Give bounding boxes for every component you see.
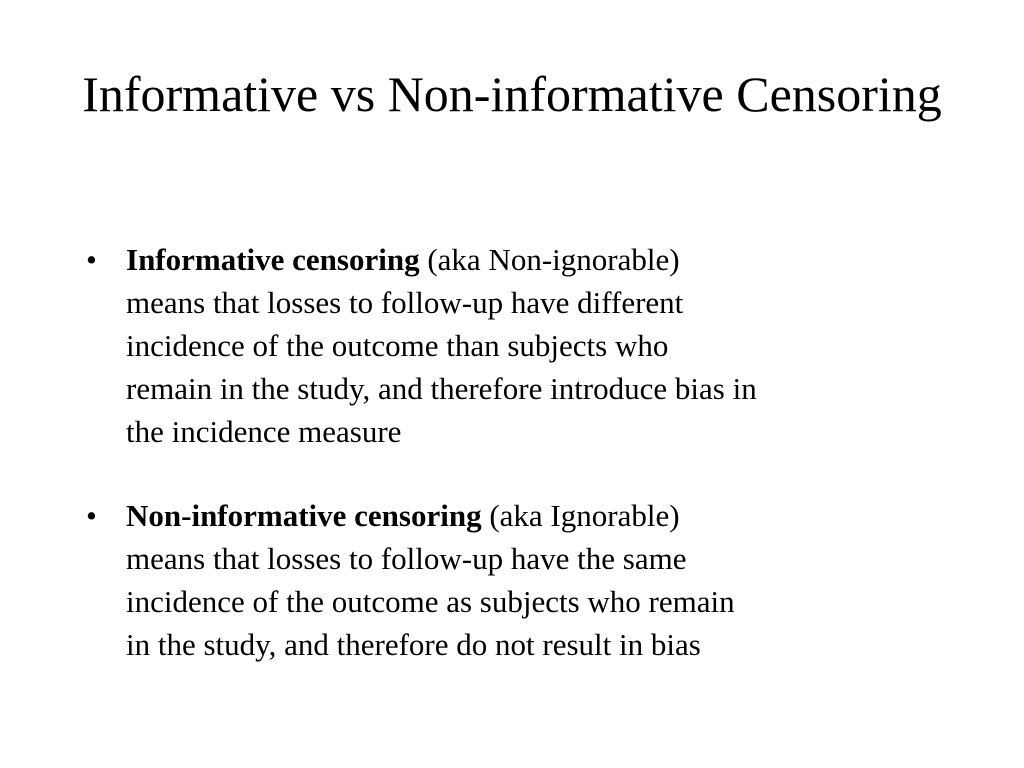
bullet-text-line: incidence of the outcome as subjects who remain: [126, 584, 735, 619]
bullet-non-informative-censoring: [86, 494, 966, 666]
bullet-text-line: (aka Non-ignorable): [419, 242, 680, 277]
bullet-text-line: in the study, and therefore do not result in bias: [126, 627, 701, 662]
bullet-text-line: (aka Ignorable): [481, 498, 680, 533]
bullet-text-line: remain in the study, and therefore introduce bias in: [126, 371, 757, 406]
bullet-term: Non-informative censoring: [126, 498, 482, 533]
bullet-icon: •: [86, 242, 97, 277]
bullet-text-line: the incidence measure: [126, 414, 402, 449]
bullet-informative-censoring: [86, 238, 966, 453]
bullet-term: Informative censoring: [126, 242, 420, 277]
bullet-icon: •: [86, 498, 97, 533]
bullet-first-line: [126, 238, 966, 281]
bullet-text-line: means that losses to follow-up have the same: [126, 541, 687, 576]
slide-title: Informative vs Non-informative Censoring: [82, 66, 942, 122]
bullet-first-line: [126, 494, 966, 537]
bullet-text-line: incidence of the outcome than subjects who: [126, 328, 669, 363]
bullet-list: [86, 238, 966, 707]
bullet-text-line: means that losses to follow-up have different: [126, 285, 684, 320]
